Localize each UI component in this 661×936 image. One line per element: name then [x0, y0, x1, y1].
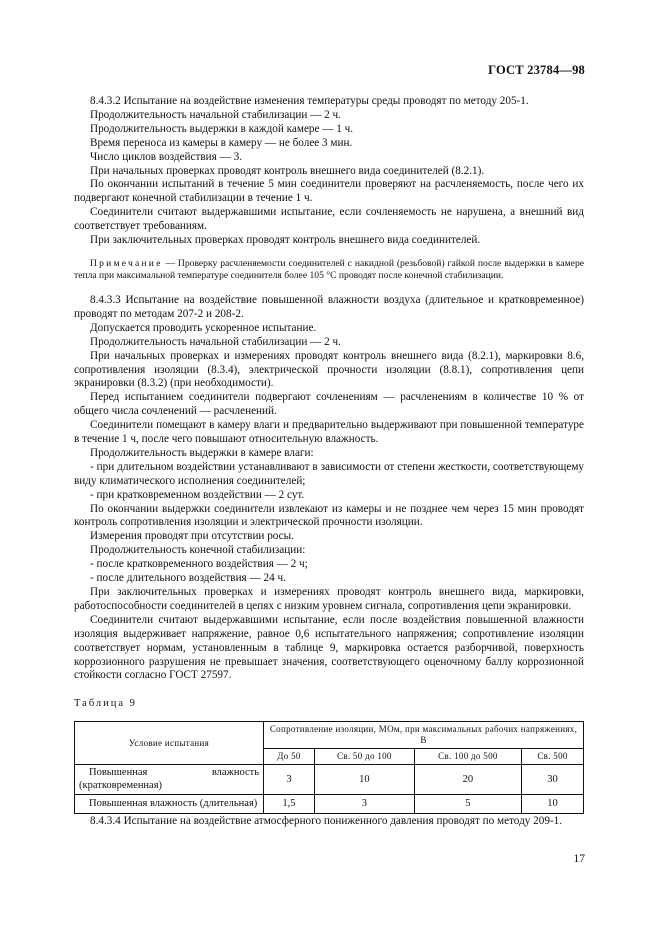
paragraph: Продолжительность начальной стабилизации — 2 ч.	[90, 335, 341, 348]
paragraph: При заключительных проверках проводят контроль внешнего вида соединителей.	[90, 234, 481, 247]
document-code: ГОСТ 23784—98	[488, 63, 585, 77]
paragraph: Продолжительность выдержки в каждой камере — 1 ч.	[90, 122, 354, 135]
paragraph: Продолжительность начальной стабилизации — 2 ч.	[90, 108, 341, 121]
paragraph: Перед испытанием соединители подвергают сочленениям — расчленениям в количестве 10 % от общего числа сочленений — расчленений.	[74, 391, 584, 418]
table-cell: 10	[314, 765, 414, 795]
paragraph: По окончании испытаний в течение 5 мин соединители проверяют на расчленяемость, после чего их подвергают конечной стабилизации в течение 1 ч.	[74, 178, 584, 205]
note-text: — Проверку расчленяемости соединителей с накидной (резьбовой) гайкой после выдержки в камере тепла при максимальной температуре соединителя более 105 °С проводят после конечной стабилизации.	[74, 257, 584, 281]
section-8-4-3-4	[74, 815, 584, 829]
table-row	[75, 765, 584, 795]
table-cell: 3	[314, 795, 414, 814]
list-item: - после кратковременного воздействия — 2 ч;	[90, 558, 308, 571]
page-number: 17	[573, 853, 585, 865]
paragraph: Продолжительность выдержки в камере влаги:	[90, 446, 314, 459]
table-cell: 20	[414, 765, 521, 795]
table-caption: Таблица 9	[74, 698, 137, 710]
paragraph: При начальных проверках проводят контроль внешнего вида соединителей (8.2.1).	[90, 164, 485, 177]
table-row	[75, 795, 584, 814]
paragraph: 8.4.3.4 Испытание на воздействие атмосферного пониженного давления проводят по методу 209-1.	[90, 815, 563, 827]
table-subheader: Св. 100 до 500	[414, 749, 521, 765]
paragraph: Продолжительность конечной стабилизации:	[90, 544, 306, 557]
table-cell-condition: Повышенная влажность (кратковременная)	[75, 765, 264, 795]
paragraph: 8.4.3.3 Испытание на воздействие повышенной влажности воздуха (длительное и кратковременное) проводят по методам 207-2 и 208-2.	[74, 293, 584, 320]
table-header-group: Сопротивление изоляции, МОм, при максимальных рабочих напряжениях, В	[264, 722, 584, 749]
note-label: Примечание	[90, 257, 163, 269]
paragraph: Допускается проводить ускоренное испытание.	[90, 321, 317, 334]
paragraph: При начальных проверках и измерениях проводят контроль внешнего вида (8.2.1), маркировки 8.6, сопротивления изоляции (8.3.4), электрической прочности изоляции (8.8.1), сопротивления цепи экранировки (8.3.2) (при необходимости).	[74, 349, 584, 390]
table-subheader: Св. 500	[522, 749, 584, 765]
table-cell: 5	[414, 795, 521, 814]
table-cell: 10	[522, 795, 584, 814]
table-cell: 1,5	[264, 795, 315, 814]
paragraph: Соединители считают выдержавшими испытание, если сочленяемость не нарушена, а внешний вид соответствует требованиям.	[74, 206, 584, 233]
paragraph: Время переноса из камеры в камеру — не более 3 мин.	[90, 136, 353, 149]
list-item: - при кратковременном воздействии — 2 сут.	[90, 488, 305, 501]
table-subheader: До 50	[264, 749, 315, 765]
paragraph: Измерения проводят при отсутствии росы.	[90, 530, 294, 543]
list-item: - после длительного воздействия — 24 ч.	[90, 572, 286, 585]
paragraph: Соединители помещают в камеру влаги и предварительно выдерживают при повышенной температуре в течение 1 ч, после чего повышают относительную влажность.	[74, 419, 584, 446]
paragraph: Соединители считают выдержавшими испытание, если после воздействия повышенной влажности изоляция выдерживает напряжение, равное 0,6 испытательного напряжения; сопротивление изоляции соответствует нормам, установленным в таблице 9, маркировка остается разборчивой, поверхность коррозионного разрушения не превышает значения, соответствующего оценочному баллу коррозионной стойкости согласно ГОСТ 27597.	[74, 613, 584, 682]
table-subheader: Св. 50 до 100	[314, 749, 414, 765]
paragraph: Число циклов воздействия — 3.	[90, 150, 242, 163]
table-cell-condition: Повышенная влажность (длительная)	[75, 795, 264, 814]
table-header-condition: Условие испытания	[75, 722, 264, 765]
paragraph: При заключительных проверках и измерениях проводят контроль внешнего вида, маркировки, работоспособности соединителей в цепях с низким уровнем сигнала, сопротивления цепи экранировки.	[74, 586, 584, 612]
list-item: - при длительном воздействии устанавливают в зависимости от степени жесткости, соответствующему виду климатического исполнения соединителей;	[74, 460, 584, 487]
insulation-resistance-table	[74, 721, 584, 814]
table-cell: 30	[522, 765, 584, 795]
table-cell: 3	[264, 765, 315, 795]
note	[74, 258, 584, 282]
paragraph: 8.4.3.2 Испытание на воздействие изменения температуры среды проводят по методу 205-1.	[90, 95, 529, 107]
body-text	[74, 95, 584, 814]
paragraph: По окончании выдержки соединители извлекают из камеры и не позднее чем через 15 мин проводят контроль сопротивления изоляции и электрической прочности изоляции.	[74, 502, 584, 529]
